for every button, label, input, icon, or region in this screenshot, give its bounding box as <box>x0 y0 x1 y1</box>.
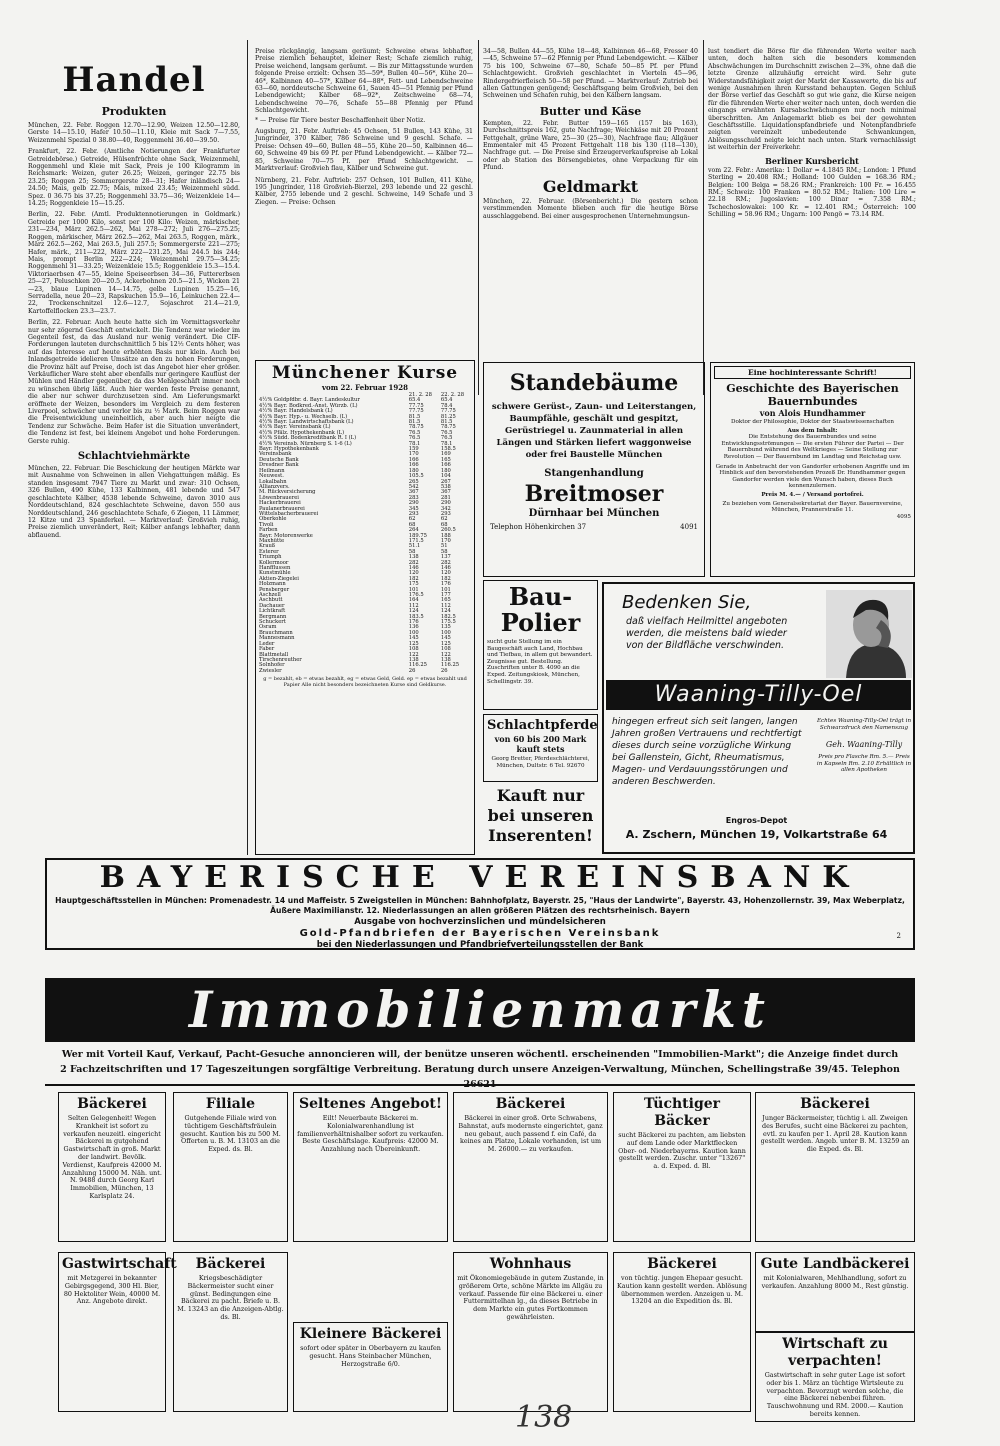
kurse-cell-name: Löwenbrauerei <box>259 494 299 501</box>
kurse-cell-a: 164 <box>408 597 419 604</box>
nuernberg-continued: 34—58, Bullen 44—55, Kühe 18—48, Kalbinnen 46—68, Fresser 40—45, Schweine 57—62 Pfennig per Pfund Lebendgewicht. — Kälber 75 bis 100, Schweine 67—80, Schafe 50—85 Pf. per Pfund Schlachtgewicht. Großvieh geschlachtet in Vierteln 45—96, Rindergefrierfleisch 50—58 per Pfund. — Marktverlauf: Zutrieb bei allen Gattungen genügend; Geschäftsgang beim Großvieh, bei den Schweinen und Schafen ruhig, bei den Kälbern langsam. <box>483 48 698 100</box>
handel-title: Handel <box>62 60 206 100</box>
devisen-heading: Berliner Kursbericht <box>765 155 859 166</box>
classified-ad <box>613 1252 751 1412</box>
nuernberg-report: Nürnberg, 21. Febr. Auftrieb: 257 Ochsen, 101 Bullen, 411 Kühe, 195 Jungrinder, 118 Großvieh-Bierzel, 293 lebende und 22 geschl. Kälber, 2755 lebende und 2 geschl. Schweine, 149 Schafe und 3 Ziegen. — Preise: Ochsen <box>255 176 473 206</box>
kurse-cell-a: 62 <box>408 516 416 523</box>
schlachtpferde-name: Georg Bretter, Pferdeschlächterei, München, Dultstr. 6 Tel. 92670 <box>491 756 590 769</box>
classified-title: Gute Landbäckerei <box>760 1256 910 1272</box>
kurse-cell-name: Faber <box>259 646 275 653</box>
classified-ad <box>173 1252 288 1412</box>
kurse-cell-name: 4½% Bayr. Hyp.- u. Wechselb. (L) <box>259 413 348 420</box>
classified-ad <box>293 1092 448 1242</box>
kauft-title: Kauft nur bei unseren Inserenten! <box>487 786 594 845</box>
kurse-cell-name: Allianzvers. <box>259 483 290 490</box>
kurse-cell-a: 159 <box>408 446 419 453</box>
kurse-cell-name: 4½% Goldpfdbr. d. Bayr. Landeskultur <box>259 397 360 404</box>
kurse-cell-b: 176 <box>440 581 451 588</box>
bank-name: BAYERISCHE VEREINSBANK <box>99 860 861 895</box>
kurse-cell-b: 68 <box>440 521 448 528</box>
classified-title: Bäckerei <box>495 1096 566 1112</box>
kurse-cell-b: 166 <box>440 462 451 469</box>
kurse-cell-name: Leder <box>259 640 275 647</box>
zschern-address: A. Zschern, München 19, Volkartstraße 64 <box>625 828 888 841</box>
berlin-report: Berlin, 22. Februar. Auch heute hatte sich im Vormittagsverkehr nur sehr zögernd Geschäft entwickelt. Die Tendenz war wieder im Gegenteil fest, da das Ausland nur wenig verändert. Die CIF-Forderungen lauteten durchschnittlich 5 bis 12½ Cents höher, was auf das Interesse auf heute erhöhten Basis nur klein. Auch bei Inlandsgetreide idelieren Umsätze an den zu hohen Forderungen, die Provinz hält auf Preise, doch ist das Angebot hier eher größer. Verkäuflicher Ware steht aber ebenfalls nur geringere Kauflust der Mühlen und Händler gegenüber, da das Mehlgeschäft immer noch zu wünschen übrig läßt. Auch hier werden feste Preise genannt, die aber nur schwer durchzusetzen sind. Am Lieferungsmarkt eröffnete der Weizen, besonders im Vergleich zu dem festeren Liverpool, schwächer und verlor bis zu ½ Mark. Beim Roggen war die Preisentwicklung uneinheitlich, aber auch hier neigte die Tendenz zur Schwäche. Beim Hafer ist die Situation unverändert, die Tendenz ist fest, bei kleinem Angebot und hohe Forderungen. Gerste ruhig. <box>28 319 240 445</box>
breitmoser-tel: Telephon Höhenkirchen 37 <box>490 523 587 531</box>
classified-title: Filiale <box>205 1096 256 1112</box>
kurse-cell-a: 65.4 <box>408 397 421 404</box>
kurse-cell-name: Oberkohle <box>259 516 287 523</box>
classified-text: sucht Bäckerei zu pachten, am liebsten auf dem Lande oder Marktflecken Ober- od. Niederbayerns. Kaution kann gestellt werden. Zuschr. unter "13267" a. d. Exped. d. Bl. <box>618 1131 746 1171</box>
kurse-cell-name: Pensberger <box>259 586 290 593</box>
kurse-cell-a: 290 <box>408 500 419 507</box>
column-rule <box>703 40 704 395</box>
kurse-cell-name: Kunstmühle <box>259 570 291 577</box>
kurse-cell-b: 342 <box>440 505 451 512</box>
price-note: * — Preise für Tiere bester Beschaffenheit über Notiz. <box>255 116 426 124</box>
kurse-cell-b: 177 <box>440 592 451 599</box>
waaning-price: Preis pro Flasche Rm. 5.— Preis in Kapseln Rm. 2.10 Erhältlich in allen Apotheken <box>816 754 912 774</box>
classified-ad <box>755 1252 915 1332</box>
kauft-ad <box>483 786 598 854</box>
schlachtvieh-report: München, 22. Februar. Die Beschickung der heutigen Märkte war mit Ausnahme von Schweinen in allen Viehgattungen mäßig. Es standen insgesamt 7947 Tiere zu Markt und zwar: 310 Ochsen, 326 Bullen, 490 Kühe, 133 Kalbinnen, 481 lebende und 547 geschlachtete Kälber, 4538 lebende Schweine, davon 3010 aus Norddeutschland, 824 geschlachtete Schweine, davon 550 aus Norddeutschland, 246 geschlachtete Schafe, 6 Ziegen, 11 Lämmer, 12 Kitze und 23 Spanferkel. — Marktverlauf: Großvieh ruhig, Preise ziemlich unverändert, Reit; Kälber anfangs lebhafter, dann abflauend. <box>28 465 240 539</box>
classified-text: Kriegsbeschädigter Bäckermeister sucht einer günst. Bedingungen eine Bäckerei zu pacht. Briefe u. B. M. 13243 an die Anzeigen-Abtlg. ds. Bl. <box>177 1274 284 1321</box>
bank-line4: bei den Niederlassungen und Pfandbriefverteilungsstellen der Bank <box>316 940 644 950</box>
kurse-cell-b: 267 <box>440 478 451 485</box>
kurse-cell-name: Hackerbrauerei <box>259 500 301 507</box>
bank-branches: Hauptgeschäftsstellen in München: Promenadestr. 14 und Maffeistr. 5 Zweigstellen in München: Bahnhofplatz, Bayerstr. 25, "Haus der Landwirte", Bayerstr. 43, Hohenzollernstr. 39, Max Weberplatz, Äußere Maximilianstr. 12. Niederlassungen an allen größeren Plätzen des rechtsrheinisch. Bayern <box>55 896 905 915</box>
kurse-col-b: 22. 2. 28 <box>440 392 464 398</box>
kurse-cell-a: 176.5 <box>408 592 424 599</box>
kurse-cell-b: 169 <box>440 451 451 458</box>
kurse-cell-b: 170 <box>440 537 451 544</box>
classified-ad <box>453 1092 608 1242</box>
classified-text: Bäckerei in einer groß. Orte Schwabens, Bahnstat, aufs modernste eingerichtet, ganz neu gebaut, auch passend f. ein Café, da keines am Platze, Lokale vorhanden, ist um M. 26000.— zu verkaufen. <box>458 1114 603 1154</box>
classified-title: Wirtschaft zu verpachten! <box>782 1336 888 1369</box>
kurse-cell-name: Aktien-Ziegelei <box>259 575 299 582</box>
schlachtvieh-heading: Schlachtviehmärkte <box>77 451 191 463</box>
kurse-cell-name: Paulanerbrauerei <box>259 505 305 512</box>
immobilienmarkt-text: Wer mit Vorteil Kauf, Verkauf, Pacht-Gesuche annoncieren will, der benütze unseren wöchentl. erscheinenden "Immobilien-Markt"; die Anzeige findet durch 2 Fachzeitschriften und 17 Tageszeitungen sorgfältige Verbreitung. Beratung durch unsere Anzeigen-Verwaltung, München, Schellingstraße 39/45. Telephon <box>60 1049 900 1075</box>
kurse-cell-name: 4½% Bayr. Vereinsbank (L) <box>259 424 331 431</box>
classified-ad <box>58 1092 166 1242</box>
kurse-cell-name: M. Rückversicherung <box>259 489 316 496</box>
kurse-cell-a: 78.1 <box>408 440 421 447</box>
waaning-text2: hingegen erfreut sich seit langen, langen Jahren großen Vertrauens und rechtfertigt dieses durch seine vorzügliche Wirkung bei Gallenstein, Gicht, Rheumatismus, Magen- und Verdauungsstörungen und anderen Beschwerden. <box>612 717 802 787</box>
kurse-cell-name: Bergmann <box>259 613 287 620</box>
kurse-cell-name: Triumph <box>259 554 282 561</box>
kurse-cell-a: 264 <box>408 527 419 534</box>
kurse-cell-name: 4½% Pfälz. Hypothekenbank (L) <box>259 429 345 436</box>
kurse-cell-a: 122 <box>408 651 419 658</box>
kurse-cell-b: 165 <box>440 456 451 463</box>
kurse-cell-b: 108 <box>440 646 451 653</box>
kurse-cell-name: Tirschenreuther <box>259 656 302 663</box>
kurse-cell-name: Kollermoor <box>259 559 289 566</box>
kurse-cell-b: 116.25 <box>440 662 460 669</box>
kurse-cell-name: Zwiesler <box>259 667 282 674</box>
kurse-cell-a: 105.5 <box>408 473 424 480</box>
kurse-cell-a: 26 <box>408 667 416 674</box>
produkten-heading: Produkten <box>101 105 167 118</box>
standbaeume-title: Standebäume <box>509 370 679 396</box>
classified-ad <box>293 1322 448 1412</box>
kurse-cell-b: 293 <box>440 510 451 517</box>
kurse-cell-b: 101 <box>440 586 451 593</box>
geldmarkt-heading: Geldmarkt <box>542 176 639 196</box>
kurse-cell-b: 65.4 <box>440 397 453 404</box>
kurse-cell-name: Deutsche Bank <box>259 456 299 463</box>
schrift-sub: Doktor der Philosophie, Doktor der Staatswissenschaften <box>731 419 894 425</box>
column-rule <box>247 40 248 855</box>
schrift-note: Gerade in Anbetracht der von Gandorfer erhobenen Angriffe und im Hinblick auf den bevorstehenden Prozeß Dr. Hundhammer gegen Gandorfer werden viele den Wunsch haben, dieses Buch kennenzulernen. <box>715 463 910 490</box>
kurse-cell-b: 145 <box>440 635 451 642</box>
kurse-cell-b: 51 <box>440 543 448 550</box>
kurse-cell-a: 176 <box>408 619 419 626</box>
kurse-cell-a: 108 <box>408 646 419 653</box>
kurse-cell-a: 146 <box>408 565 419 571</box>
kurse-cell-b: 112 <box>440 602 451 609</box>
kurse-cell-a: 542 <box>408 483 419 490</box>
baupolier-title: Bau-Polier <box>500 582 581 637</box>
kurse-cell-a: 166 <box>408 456 419 463</box>
kurse-cell-name: Vereinsbank <box>259 451 292 458</box>
kurse-cell-b: 77.75 <box>440 408 456 415</box>
kurse-cell-a: 136 <box>408 624 419 631</box>
kurse-cell-a: 367 <box>408 489 419 496</box>
standbaeume-ad <box>483 362 705 577</box>
kurse-table-box <box>255 360 475 855</box>
classified-title: Bäckerei <box>800 1096 870 1112</box>
butter-heading: Butter und Käse <box>539 104 642 118</box>
column-rule <box>478 40 479 395</box>
kurse-cell-name: Aschbutt <box>259 597 283 604</box>
classified-title: Bäckerei <box>77 1096 147 1112</box>
classified-ad <box>755 1092 915 1242</box>
kurse-cell-b: 182.5 <box>440 613 456 620</box>
kurse-title: Münchener Kurse <box>271 363 459 383</box>
kurse-cell-name: Solnhofer <box>259 662 285 669</box>
classified-text: Selten Gelegenheit! Wegen Krankheit ist sofort zu verkaufen neuzeitl. eingericht Bäckerei m gutgehend Gastwirtschaft in groß. Markt der landwirt. Bevölk. Verdienst, Kaufpreis 42000 M. Anzahlung 15000 M. Näh. unt. N. 9488 durch Georg Karl Immobilien, München, 13 Karlsplatz 24. <box>62 1114 162 1200</box>
standbaeume-text: schwere Gerüst-, Zaun- und Leiterstangen, Baumpfähle, geschält und gespitzt, Gerüstriegel u. Zaunmaterial in allen Längen und Stärken liefert waggonweise oder frei Baustelle München <box>491 402 697 460</box>
kurse-cell-name: Blattmetall <box>259 651 289 658</box>
kurse-cell-a: 283 <box>408 494 419 501</box>
schrift-bezug: Zu beziehen vom Generalsekretariat der Bayer. Bauernvereine, München, Prannerstraße 11. <box>722 500 903 514</box>
classified-title: Kleinere Bäckerei <box>299 1326 442 1342</box>
engros-label: Engros-Depot <box>725 816 788 825</box>
kurse-col-a: 21. 2. 28 <box>408 392 432 398</box>
schrift-no: 4095 <box>896 513 911 520</box>
kurse-cell-name: Hanfflussen <box>259 565 291 571</box>
kurse-cell-b: 104 <box>440 473 451 480</box>
classified-title: Seltenes Angebot! <box>298 1096 443 1112</box>
kurse-cell-name: Esterer <box>259 548 279 555</box>
classified-text: Gutgehende Filiale wird von tüchtigem Geschäftsfräulein gesucht. Kaution bis zu 500 M. Offerten u. B. M. 13103 an die Exped. ds. Bl. <box>180 1114 281 1154</box>
kurse-cell-name: Bayr. Hypothekenbank <box>259 446 319 453</box>
classified-title: Bäckerei <box>647 1256 717 1272</box>
kurse-legend: g = bezahlt, eb = etwas bezahlt, eg = etwas Geld, Geld. ep = etwas bezahlt und Papier Alle nicht besonders bezeichneten Kurse sind Geldkurse. <box>263 676 467 689</box>
classified-text: sofort oder später in Oberbayern zu kaufen gesucht. Hans Steinbacher München, Herzogstraße 6/0. <box>300 1344 441 1368</box>
kurse-cell-a: 175 <box>408 581 419 588</box>
kurse-cell-name: Maxhütte <box>259 537 285 544</box>
kurse-cell-a: 138 <box>408 656 419 663</box>
breitmoser-name: Breitmoser <box>524 481 664 507</box>
kurse-cell-b: 78.75 <box>440 424 456 431</box>
baupolier-text: sucht gute Stellung im ein Baugeschäft auch Land, Hochbau und Tiefbau, in allem gut bewandert. Zeugnisse gut. Bestellung. Zuschriften unter B. 4090 an die Exped. Zeitungskiosk, München, Schellingstr. 39. <box>487 639 593 685</box>
classified-ad <box>173 1092 288 1242</box>
schrift-inhalt: Aus dem Inhalt: <box>787 427 838 434</box>
kurse-cell-name: Farben <box>259 527 278 534</box>
kurse-cell-a: 120 <box>408 570 419 577</box>
kurse-cell-a: 170 <box>408 451 419 458</box>
kurse-cell-b: 81.5 <box>440 419 453 426</box>
kurse-cell-name: Bayr. Motorenwerke <box>259 532 313 539</box>
kurse-cell-a: 171.5 <box>408 537 424 544</box>
kurse-cell-name: 4½% Bayr. Landwirtschaftsbank (L) <box>259 419 354 426</box>
schrift-header: Eine hochinteressante Schrift! <box>714 366 911 379</box>
kurse-cell-name: Osram <box>259 624 277 631</box>
kurse-cell-a: 81.5 <box>408 419 421 426</box>
col3-text <box>483 48 698 358</box>
waaning-side: Echtes Waaning-Tilly-Oel trägt in Schwarzdruck den Namenszug <box>816 718 912 731</box>
schrift-author: von Alois Hundhammer <box>759 408 866 418</box>
kurse-cell-b: 124 <box>440 608 451 615</box>
classified-text: Gastwirtschaft in sehr guter Lage ist sofort oder bis 1. März an tüchtige Wirtsleute zu verpachten. Bevorzugt werden solche, die eine Bäckerei nebenbei führen. Tauschwohnung und RM. 2000.— Kaution bereits kennen. <box>764 1371 906 1418</box>
kurse-cell-b: 182 <box>440 575 451 582</box>
classified-text: mit Metzgerei in bekannter Gebirgsgegend, 300 Hl. Bier, 80 Hektoliter Wein, 40000 M. Anz. Angebote direkt. <box>63 1274 161 1306</box>
devisen-report: vom 22. Febr.: Amerika: 1 Dollar = 4.1845 RM.; London: 1 Pfund Sterling = 20.408 RM.; Holland: 100 Gulden = 168.36 RM.; Belgien: 100 Belga = 58.26 RM.; Frankreich: 100 Fr. = 16.455 RM.; Schweiz: 100 Franken = 80.52 RM.; Italien: 100 Lire = 22.18 RM.; Jugoslavien: 100 Dinar = 7.358 RM.; Tschechoslowakei: 100 Kr. = 12.401 RM.; Österreich: 100 Schilling = 58.96 RM.; Ungarn: 100 Pengö = 73.14 RM. <box>708 166 916 219</box>
classified-title: Bäckerei <box>195 1256 266 1272</box>
schlachtpferde-text: von 60 bis 200 Mark kauft stets <box>494 734 587 754</box>
kurse-cell-b: 175.5 <box>440 619 456 626</box>
kurse-cell-a: 124 <box>408 608 419 615</box>
kurse-cell-a: 116.25 <box>408 662 427 669</box>
kurse-cell-b: 100 <box>440 629 451 636</box>
kurse-cell-a: 345 <box>408 505 419 512</box>
boerse-report: lust tendiert die Börse für die führenden Werte weiter nach unten, doch halten sich die besonders kommenden Abschwächungen im Durchschnitt zwischen 2—3%, ohne daß die letzte Grenze allzuhäufig erreicht wird. Sehr gute Widerstandsfähigkeit zeigt der Markt der Kassawerte, die bis auf wenige Ausnahmen ihren Kursstand behaupten. Gegen Schluß der Börse verlief das Geschäft so gut wie ganz, die Kurse neigen für die führenden Werte eher weiter nach unten, doch werden die eingangs erwähnten Kursabschwächungen nur noch minimal überschritten. Am Anlagemarkt blieb es bei der gewohnten Geschäftsstille. Liquidationspfandbriefe und Notenpfandbriefe zeigten vereinzelt unbedeutende Schwankungen, Ablösungsschuld neigte leicht nach unten. Stark vernachlässigt ist weiterhin der Freiverkehr. <box>708 48 916 152</box>
kurse-cell-a: 76.5 <box>408 429 421 436</box>
kurse-cell-a: 112 <box>408 602 419 609</box>
kurse-cell-a: 166 <box>408 462 419 469</box>
kurse-cell-b: 135 <box>440 624 451 631</box>
kurse-cell-name: 4½% Bayr. Bodkred.-Anst. Würzb. (L) <box>259 402 358 409</box>
kurse-cell-b: 188 <box>440 532 451 539</box>
kurse-cell-name: Krauß <box>259 543 276 550</box>
kurse-cell-b: 120 <box>440 570 451 577</box>
kurse-cell-b: 281 <box>440 494 451 501</box>
vereinsbank-ad <box>45 858 915 950</box>
waaning-text1: daß vielfach Heilmittel angeboten werden, die meistens bald wieder von der Bildfläche verschwinden. <box>626 616 788 651</box>
kurse-cell-name: Holzmann <box>259 581 286 588</box>
kurse-cell-a: 101 <box>408 586 419 593</box>
kurse-cell-a: 145 <box>408 635 419 642</box>
kurse-cell-b: 290 <box>440 500 451 507</box>
classified-text: Eilt! Neuerbaute Bäckerei m. Kolonialwarenhandlung ist familienverhältnishalber sofort zu verkaufen. Beste Geschäftslage. Kaufpreis: 42000 M. Anzahlung nach Übereinkunft. <box>297 1114 444 1154</box>
kurse-cell-b: 282 <box>440 559 451 566</box>
kurse-cell-name: 4½% Südd. Bodenkreditbank R. I (L) <box>259 435 357 442</box>
kurse-cell-a: 76.5 <box>408 435 421 442</box>
kurse-cell-a: 58 <box>408 548 416 555</box>
muenchen-prices: München, 22. Febr. Roggen 12.70—12.90, Weizen 12.50—12.80, Gerste 14—15.10, Hafer 10.50—11.10, Kleie mit Sack 7—7.55, Weizenmehl Spezial 0 38.80—40, Roggenmehl 36.40—39.50. <box>28 122 240 144</box>
kurse-cell-a: 51.1 <box>408 543 421 550</box>
kurse-cell-a: 78.75 <box>408 424 424 431</box>
kurse-cell-name: Tivoli <box>259 521 274 528</box>
kurse-cell-name: 4½% Bayr. Handelsbank (L) <box>259 408 333 415</box>
schlachtpferde-title: Schlachtpferde <box>487 718 598 733</box>
kurse-cell-name: Heilmann <box>259 467 285 474</box>
schlachtpferde-ad <box>483 714 598 782</box>
kurse-cell-name: Aschzell <box>259 592 281 599</box>
berlin-prices: Berlin, 22. Febr. (Amtl. Produktennotierungen in Goldmark.) Getreide per 1000 Kilo, sonst per 100 Kilo: Weizen, märkischer, 231—234, März 262.5—262, Mai 278—272; Juli 276—275.25; Roggen, märkischer, März 262.5—262, Mai 263.5, Roggen, märk., März 262.5—262, Mai 263.5, Juli 257.5; Sommergerste 221—275; Hafer, märk., 211—222, März 222—231.25, Mai 244.5 bis 244; Mais, prompt Berlin 222—224; Weizenmehl 29.75—34.25; Roggenmehl 31—33.25; Weizenkleie 15.5; Roggenkleie 15.3—15.4. Viktoriaerbsen 47—55, kleine Speiseerbsen 34—36, Futtererbsen 25—27, Peluschken 20—20.5, Ackerbohnen 20.5—21.5, Wicken 21—23, blaue Lupinen 14—14.75, gelbe Lupinen 15.25—16, Serradella, neue 20—23, Rapskuchen 15.9—16, Leinkuchen 22.4—22, Trockenschnitzel 12.6—12.7, Sojaschrot 21.4—21.9, Kartoffelflocken 23.3—23.7. <box>28 211 240 315</box>
classified-title: Wohnhaus <box>489 1256 572 1272</box>
classified-ad <box>453 1252 608 1412</box>
kurse-cell-name: Mannesmann <box>259 635 295 642</box>
muenchen-vieh-text: Preise rückgängig, langsam geräumt; Schweine etwas lebhafter, Preise ziemlich behauptet, kleiner Rest; Schafe ziemlich ruhig, Preise weichend, langsam geräumt. — Bis zur Mittagsstunde wurden folgende Preise erzielt: Ochsen 35—59*, Bullen 40—56*, Kühe 20—46*, Kalbinnen 40—57*, Kälber 64—88*, Fett- und Lebendschweine 63—60, norddeutsche Schweine 61, Sauen 45—51 Pfennig per Pfund Lebendgewicht; Kälber 68—92*, Zeitschweine 68—74, Lebendschweine 70—76, Schafe 55—88 Pfennig per Pfund Schlachtgewicht. <box>255 48 473 115</box>
breitmoser-no: 4091 <box>680 523 698 531</box>
bank-number: 2 <box>896 932 901 940</box>
kurse-cell-b: 146 <box>440 565 451 571</box>
kurse-cell-a: 138 <box>408 554 419 561</box>
kurse-cell-b: 122 <box>440 651 451 658</box>
schrift-contents: Die Entstehung des Bauernbundes und seine Entwicklungsströmungen — Die ersten Führer der Partei — Der Bauernbund während des Weltkrieges — Seine Stellung zur Revolution — Der Bauernbund im Landtag und Reichstag usw. <box>721 434 904 460</box>
baupolier-ad <box>483 580 598 710</box>
classified-text: mit Kolonialwaren, Mehlhandlung, sofort zu verkaufen. Anzahlung 8000 M., Rest günstig. <box>761 1274 909 1290</box>
section-rule <box>45 1084 915 1086</box>
kurse-cell-b: 76.5 <box>440 429 453 436</box>
classified-text: Junger Bäckermeister, tüchtig i. all. Zweigen des Berufes, sucht eine Bäckerei zu pachten, evtl. zu kaufen per 1. April 28. Kaution kann gestellt werden. Angeb. unter B. M. 13259 an die Exped. ds. Bl. <box>760 1114 910 1154</box>
bank-line2: Ausgabe von hochverzinslichen und mündelsicheren <box>354 917 606 927</box>
waaning-ad <box>602 582 915 854</box>
kurse-cell-a: 77.75 <box>408 402 424 409</box>
frankfurt-prices: Frankfurt, 22. Febr. (Amtliche Notierungen der Frankfurter Getreidebörse.) Getreide, Hülsenfrüchte ohne Sack, Weizenmehl, Roggenmehl und Kleie mit Sack, Preis je 100 Kilogramm in Reichsmark: Weizen, guter 26.25; Weizen, geringer 22.75 bis 23.25; Roggen 25; Sommergerste 28—31; Hafer inländisch 24—24.50; Mais, gelb 22.75; Mais, mixed 23.45; Weizenmehl südd. Spez. 0 36.75 bis 37.25; Roggenmehl 33.75—36; Weizenkleie 14—14.25; Roggenkleie 15—15.25. <box>28 148 240 208</box>
kurse-cell-b: 58 <box>440 548 448 555</box>
butter-report: Kempten, 22. Febr. Butter 159—165 (157 bis 163), Durchschnittspreis 162, gute Nachfrage; Weichkäse mit 20 Prozent Fettgehalt, grüne Ware, 25—30 (25—30), Nachfrage flau; Allgäuer Emmentaler mit 45 Prozent Fettgehalt 118 bis 130 (118—130), Nachfrage gut. — Die Preise sind Erzeugerverkaufspreise ab Lokal oder ab Station des Börsengebietes, ohne Verpackung für ein Pfund. <box>483 119 698 172</box>
thinking-man-illustration <box>826 590 912 678</box>
augsburg-report: Augsburg, 21. Febr. Auftrieb: 45 Ochsen, 51 Bullen, 143 Kühe, 31 Jungrinder, 370 Kälber, 786 Schweine und 9 geschl. Schafe. — Preise: Ochsen 49—60, Bullen 48—55, Kühe 20—50, Kalbinnen 46—60, Schweine 49 bis 69 Pf. per Pfund Lebendgewicht. — Kälber 72—85, Schweine 70—75 Pf. per Pfund Schlachtgewicht. — Marktverlauf: Großvieh flau, Kälber und Schweine gut. <box>255 128 473 173</box>
waaning-headline: Bedenken Sie, <box>622 592 752 613</box>
kurse-cell-a: 293 <box>408 510 419 517</box>
kurse-cell-a: 189.75 <box>408 532 427 539</box>
kurse-cell-b: 26 <box>440 667 448 674</box>
schrift-ad <box>710 362 915 577</box>
classified-title: Gastwirtschaft <box>62 1256 177 1272</box>
kurse-cell-name: Dresdner Bank <box>259 462 299 469</box>
kurse-cell-name: Dachauer <box>259 602 285 609</box>
kurse-cell-a: 183.5 <box>408 613 424 620</box>
kurse-cell-name: Neuwest. <box>259 473 284 480</box>
kurse-cell-b: 78.1 <box>440 440 453 447</box>
classified-ad <box>755 1332 915 1422</box>
kurse-cell-b: 137 <box>440 554 451 561</box>
kurse-table <box>258 393 472 674</box>
kurse-cell-b: 158.5 <box>440 446 456 453</box>
classified-text: mit Ökonomiegebäude in gutem Zustande, in größerem Orte, schöne Märkte im Allgäu zu verkauf. Passende für eine Bäckerei u. einer Futtermittelhan lg., da dieses Betriebe in dem Markte ein gutes Fortkommen gewährleisten. <box>457 1274 604 1321</box>
kurse-cell-a: 68 <box>408 521 416 528</box>
kurse-cell-b: 62 <box>440 516 448 523</box>
bank-line3: Gold-Pfandbriefen der Bayerischen Vereinsbank <box>299 928 661 939</box>
kurse-cell-a: 81.5 <box>408 413 421 420</box>
kurse-cell-b: 538 <box>440 483 451 490</box>
kurse-cell-a: 77.75 <box>408 408 424 415</box>
kurse-cell-a: 100 <box>408 629 419 636</box>
kurse-cell-b: 165 <box>440 597 451 604</box>
kurse-cell-name: Brauchmann <box>259 629 293 636</box>
schrift-title: Geschichte des Bayerischen Bauernbundes <box>726 382 899 408</box>
kurse-cell-b: 180 <box>440 467 451 474</box>
kurse-row <box>258 669 472 674</box>
kurse-cell-b: 367 <box>440 489 451 496</box>
kurse-cell-name: 4½% Vereinsb. Nürnberg S. 1-6 (L) <box>259 440 352 447</box>
waaning-signature: Geh. Waaning-Tilly <box>825 740 903 749</box>
kurse-date: vom 22. Februar 1928 <box>321 383 409 392</box>
kurse-cell-b: 138 <box>440 656 451 663</box>
kurse-cell-name: Schuckert <box>259 619 286 626</box>
kurse-cell-a: 125 <box>408 640 419 647</box>
kurse-cell-a: 282 <box>408 559 419 566</box>
kurse-cell-name: Lokalbahn <box>259 478 287 485</box>
waaning-brand: Waaning-Tilly-Oel <box>606 680 911 710</box>
kurse-cell-a: 180 <box>408 467 419 474</box>
handel-column <box>28 60 240 860</box>
kurse-cell-a: 182 <box>408 575 419 582</box>
kurse-cell-name: Wittelsbacherbrauerei <box>259 510 319 517</box>
kurse-cell-b: 260.5 <box>440 527 456 534</box>
geldmarkt-report: München, 22. Februar. (Börsenbericht.) Die gestern schon verstimmenden Momente blieben auch für die heutige Börse ausschlaggebend. Bei einer ausgesprochenen Unternehmungsun- <box>483 197 698 220</box>
immobilienmarkt-title: Immobilienmarkt <box>45 978 915 1042</box>
kurse-cell-b: 78.4 <box>440 402 453 409</box>
kurse-cell-b: 81.25 <box>440 413 456 420</box>
classified-ad <box>58 1252 177 1412</box>
breitmoser-place: Dürnhaar bei München <box>528 508 660 519</box>
schrift-price: Preis M. 4.— / Versand portofrei. <box>761 491 864 498</box>
col4-text <box>708 48 916 358</box>
handwritten-page-number: 138 <box>515 1400 573 1435</box>
classified-title: Tüchtiger Bäcker <box>643 1096 721 1129</box>
kurse-cell-a: 265 <box>408 478 419 485</box>
classified-ad <box>613 1092 751 1242</box>
stangen-title: Stangenhandlung <box>544 468 644 479</box>
classifieds-grid <box>58 1092 930 1422</box>
col2-text <box>255 48 473 358</box>
kurse-cell-b: 125 <box>440 640 451 647</box>
kurse-cell-name: Lichtkraft <box>259 608 286 615</box>
classified-text: von tüchtig. jungen Ehepaar gesucht. Kaution kann gestellt werden. Ablösung übernommen werden. Anzeigen u. M. 13204 an die Expedition ds. Bl. <box>617 1274 748 1306</box>
kurse-cell-b: 76.5 <box>440 435 453 442</box>
